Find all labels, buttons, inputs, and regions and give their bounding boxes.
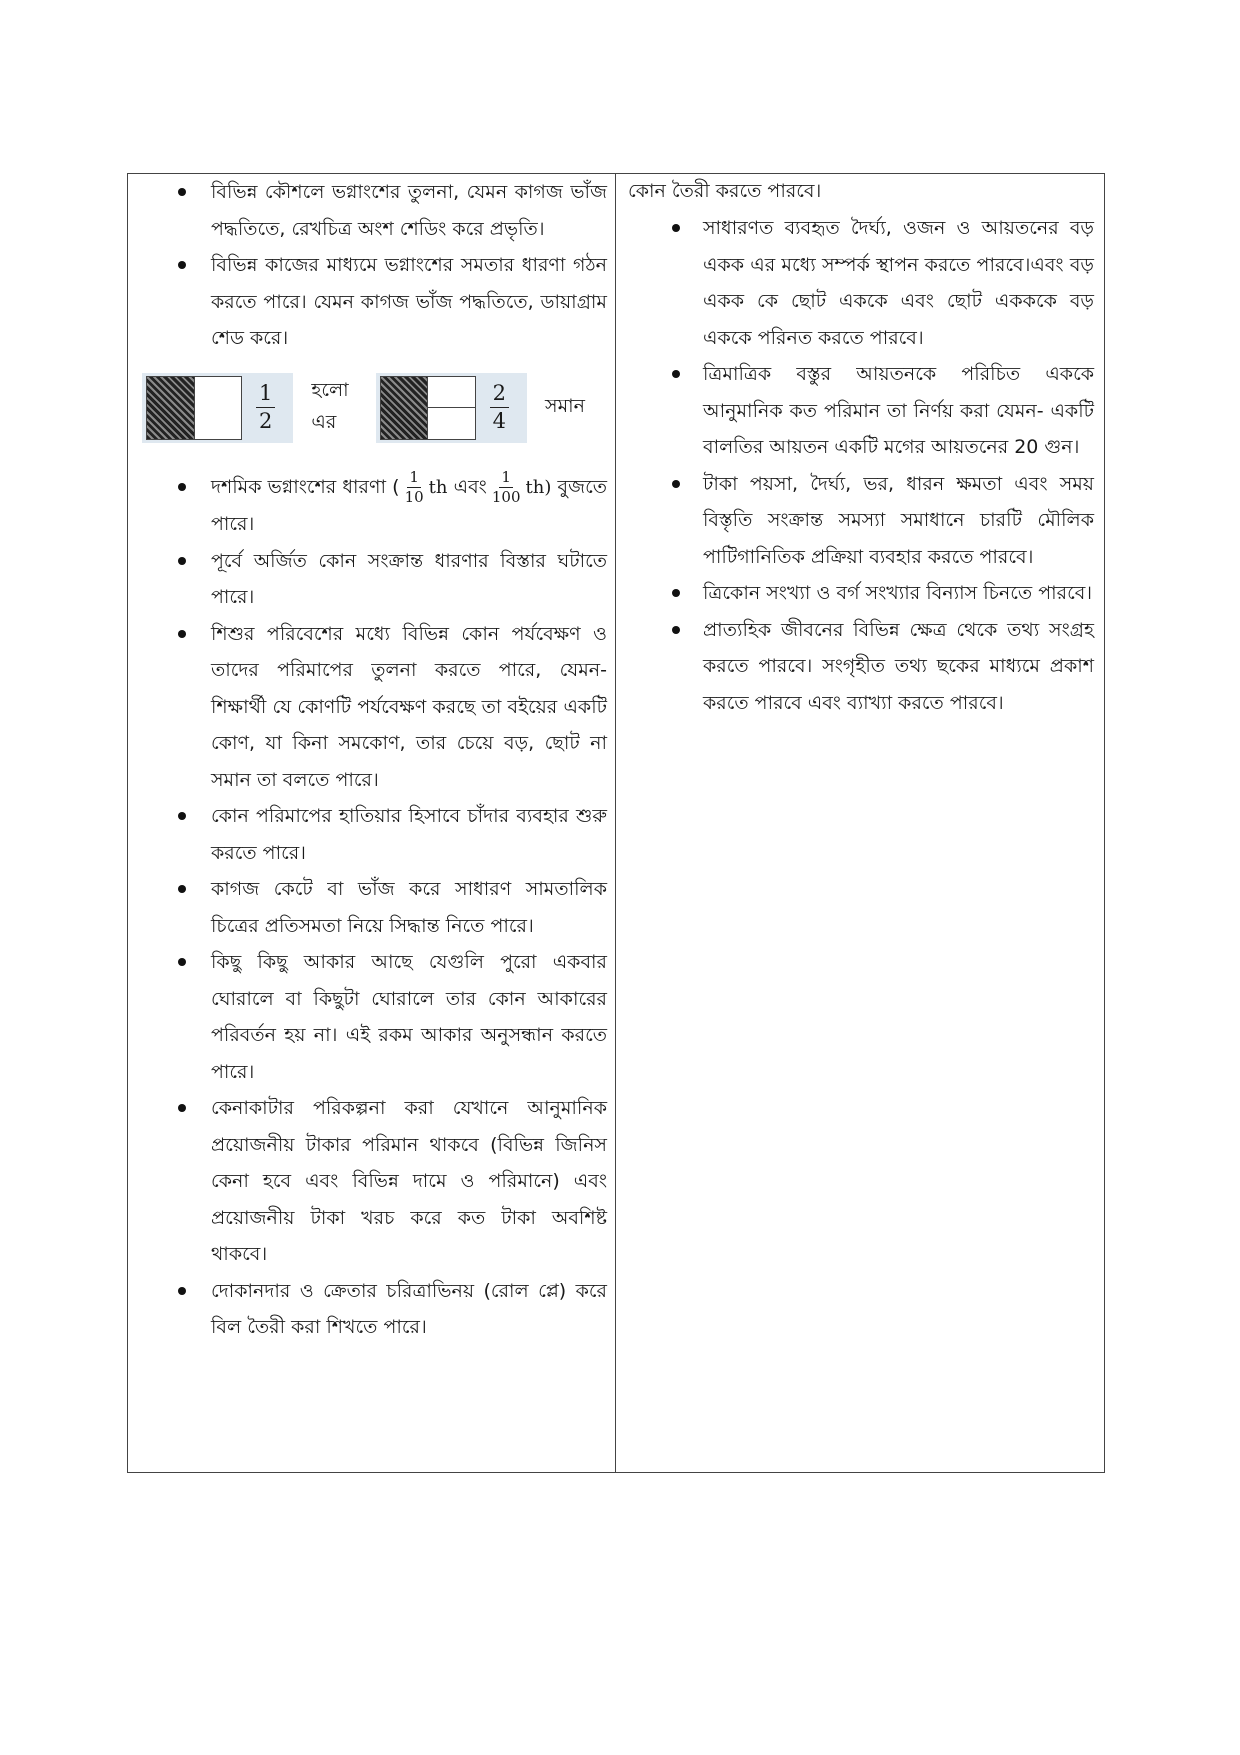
objectives-table (127, 173, 1105, 1473)
th-suffix: th) (525, 476, 552, 498)
half-shaded-diagram (146, 376, 242, 440)
fraction-numerator: 1 (501, 467, 511, 486)
right-item: ত্রিকোন সংখ্যা ও বর্গ সংখ্যার বিন্যাস চিনতে পারবে। (622, 575, 1094, 612)
left-item: দোকানদার ও ক্রেতার চরিত্রাভিনয় (রোল প্লে) করে বিল তৈরী করা শিখতে পারে। (128, 1273, 607, 1346)
right-list (622, 210, 1094, 721)
left-item: কোন পরিমাপের হাতিয়ার হিসাবে চাঁদার ব্যবহার শুরু করতে পারে। (128, 798, 607, 871)
right-item: প্রাত্যহিক জীবনের বিভিন্ন ক্ষেত্র থেকে তথ্য সংগ্রহ করতে পারবে। সংগৃহীত তথ্য ছকের মাধ্যমে প্রকাশ করতে পারবে এবং ব্যাখ্যা করতে পারবে। (622, 612, 1094, 722)
right-item: ত্রিমাত্রিক বস্তুর আয়তনকে পরিচিত এককে আনুমানিক কত পরিমান তা নির্ণয় করা যেমন- একটি বালতির আয়তন একটি মগের আয়তনের 20 গুন। (622, 356, 1094, 466)
shaded-part (147, 377, 194, 439)
left-column (128, 174, 616, 1472)
fraction-example-row (142, 369, 607, 447)
unshaded-part (194, 377, 242, 439)
fraction-numerator: 1 (256, 383, 275, 408)
th-suffix: th (428, 476, 448, 498)
right-item: টাকা পয়সা, দৈর্ঘ্য, ভর, ধারন ক্ষমতা এবং সময় বিস্তৃতি সংক্রান্ত সমস্যা সমাধানে চারটি মৌলিক পাটিগানিতিক প্রক্রিয়া ব্যবহার করতে পারবে। (622, 466, 1094, 576)
fraction-denominator: 10 (404, 487, 424, 506)
right-continuation-line: কোন তৈরী করতে পারবে। (628, 180, 822, 202)
left-item: কাগজ কেটে বা ভাঁজ করে সাধারণ সামতালিক চিত্রের প্রতিসমতা নিয়ে সিদ্ধান্ত নিতে পারে। (128, 871, 607, 944)
left-item: শিশুর পরিবেশের মধ্যে বিভিন্ন কোন পর্যবেক্ষণ ও তাদের পরিমাপের তুলনা করতে পারে, যেমন- শিক্ষার্থী যে কোণটি পর্যবেক্ষণ করছে তা বইয়ের একটি কোণ, যা কিনা সমকোণ, তার চেয়ে বড়, ছোট না সমান তা বলতে পারে। (128, 616, 607, 799)
right-item: সাধারণত ব্যবহৃত দৈর্ঘ্য, ওজন ও আয়তনের বড় একক এর মধ্যে সম্পর্ক স্থাপন করতে পারবে।এবং বড় একক কে ছোট এককে এবং ছোট একককে বড় এককে পরিনত করতে পারবে। (622, 210, 1094, 356)
left-item-decimal (128, 469, 607, 543)
fraction-end-text: সমান (545, 394, 585, 417)
half-diagram-box (142, 373, 293, 443)
fraction-two-quarters (490, 383, 509, 432)
unshaded-part (427, 377, 475, 439)
fraction-one-hundredth (490, 467, 523, 506)
shaded-part (381, 377, 428, 439)
left-list-bottom (128, 469, 607, 1346)
quarter-diagram-box (376, 373, 527, 443)
two-quarters-shaded-diagram (380, 376, 476, 440)
left-item: বিভিন্ন কৌশলে ভগ্নাংশের তুলনা, যেমন কাগজ ভাঁজ পদ্ধতিতে, রেখচিত্র অংশ শেডিং করে প্রভৃতি। (128, 174, 607, 247)
decimal-suffix: বুজতে পারে। (211, 475, 607, 535)
fraction-one-tenth (403, 467, 426, 506)
left-item: কিছু কিছু আকার আছে যেগুলি পুরো একবার ঘোরালে বা কিছুটা ঘোরালে তার কোন আকারের পরিবর্তন হয় না। এই রকম আকার অনুসন্ধান করতে পারে। (128, 944, 607, 1090)
left-item: বিভিন্ন কাজের মাধ্যমে ভগ্নাংশের সমতার ধারণা গঠন করতে পারে। যেমন কাগজ ভাঁজ পদ্ধতিতে, ডায়াগ্রাম শেড করে। (128, 247, 607, 357)
decimal-conjunction: এবং (453, 475, 487, 498)
left-list-top (128, 174, 607, 357)
left-item: কেনাকাটার পরিকল্পনা করা যেখানে আনুমানিক প্রয়োজনীয় টাকার পরিমান থাকবে (বিভিন্ন জিনিস কেনা হবে এবং বিভিন্ন দামে ও পরিমানে) এবং প্রয়োজনীয় টাকা খরচ করে কত টাকা অবশিষ্ট থাকবে। (128, 1090, 607, 1273)
fraction-denominator: 2 (259, 409, 273, 433)
fraction-numerator: 2 (490, 383, 509, 408)
decimal-prefix: দশমিক ভগ্নাংশের ধারণা ( (211, 475, 400, 498)
right-column (616, 174, 1104, 1472)
fraction-numerator: 1 (409, 467, 419, 486)
left-item: পূর্বে অর্জিত কোন সংক্রান্ত ধারণার বিস্তার ঘটাতে পারে। (128, 543, 607, 616)
fraction-one-half (256, 383, 275, 432)
fraction-denominator: 100 (491, 487, 521, 506)
fraction-middle-text: হলো এর (311, 378, 349, 433)
fraction-denominator: 4 (492, 409, 507, 433)
